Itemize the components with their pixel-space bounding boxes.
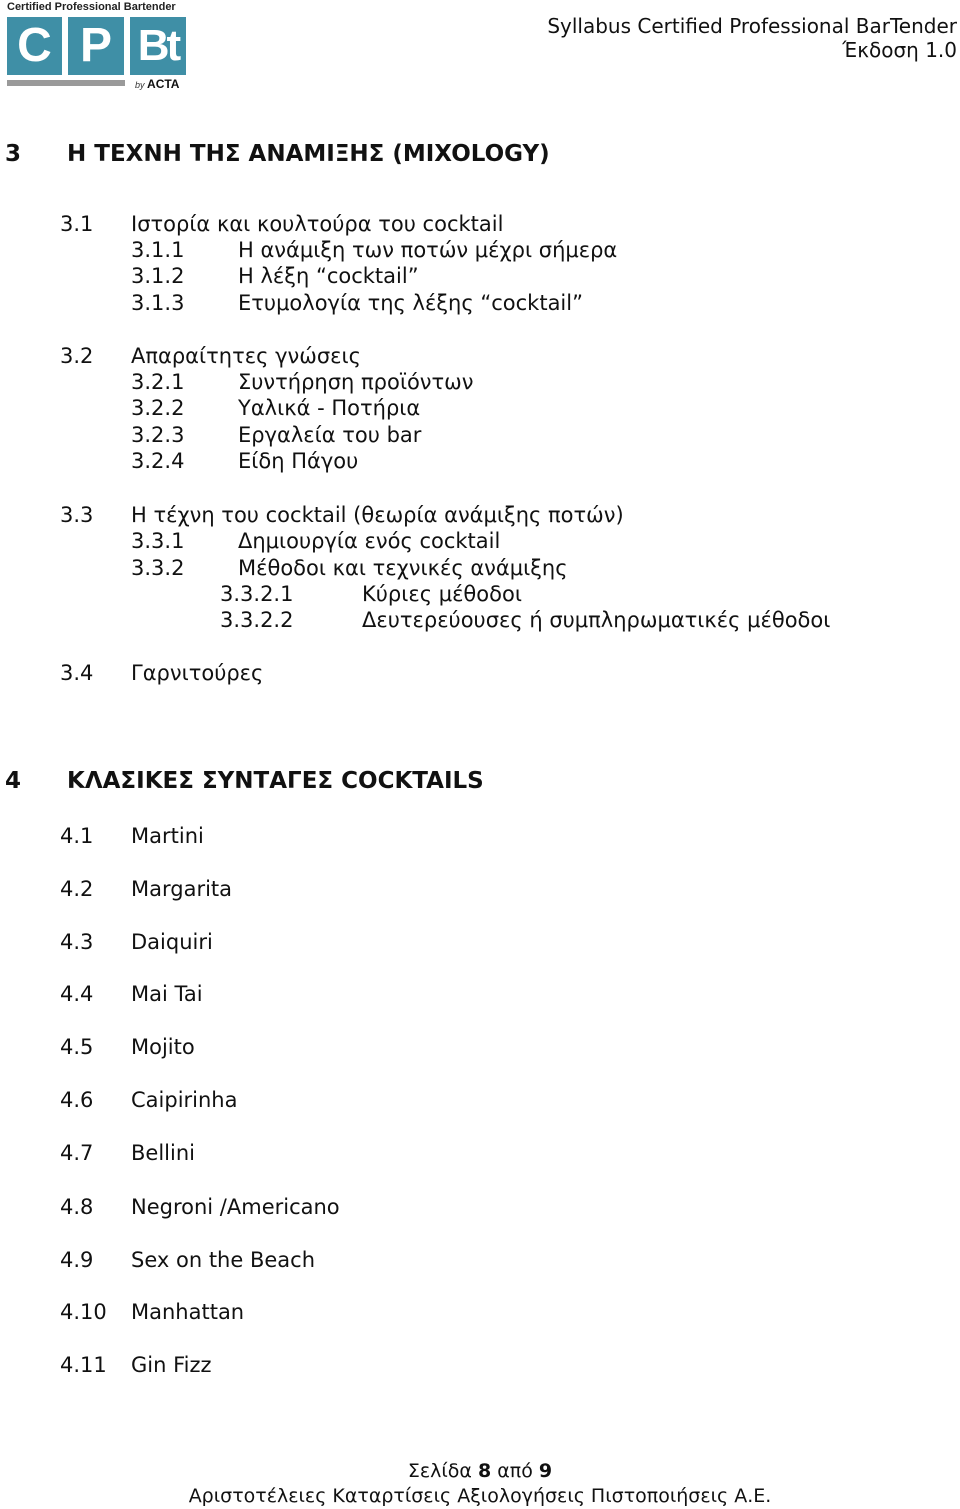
toc-text: Συντήρηση προϊόντων xyxy=(238,370,474,394)
toc-number: 4.1 xyxy=(60,824,94,848)
toc-number: 4.8 xyxy=(60,1195,94,1219)
toc-text: Εργαλεία του bar xyxy=(238,423,422,447)
toc-text: Μέθοδοι και τεχνικές ανάμιξης xyxy=(238,556,568,580)
toc-number: 4.4 xyxy=(60,982,94,1006)
toc-text: Είδη Πάγου xyxy=(238,449,359,473)
toc-number: 4.9 xyxy=(60,1248,94,1272)
toc-text: Mojito xyxy=(131,1035,195,1059)
toc-text: Απαραίτητες γνώσεις xyxy=(131,344,361,368)
toc-text: Negroni /Americano xyxy=(131,1195,340,1219)
logo-bar xyxy=(7,80,125,86)
toc-number: 3.2 xyxy=(60,344,94,368)
toc-number: 4.11 xyxy=(60,1353,107,1377)
logo-by-acta: by ACTA xyxy=(135,77,180,91)
toc-number: 4.3 xyxy=(60,930,94,954)
section-number: 3 xyxy=(5,141,22,167)
toc-number: 3.1.2 xyxy=(131,264,185,288)
toc-number: 4.5 xyxy=(60,1035,94,1059)
toc-text: Margarita xyxy=(131,877,233,901)
cpbt-logo xyxy=(5,0,190,92)
toc-number: 3.3.2.1 xyxy=(220,582,294,606)
toc-text: Caipirinha xyxy=(131,1088,238,1112)
toc-number: 3.3.1 xyxy=(131,529,185,553)
toc-number: 3.1 xyxy=(60,212,94,236)
toc-number: 4.10 xyxy=(60,1300,107,1324)
section-number: 4 xyxy=(5,768,22,794)
toc-text: Manhattan xyxy=(131,1300,245,1324)
toc-text: Η ανάμιξη των ποτών μέχρι σήμερα xyxy=(238,238,618,262)
page-number: Σελίδα 8 από 9 xyxy=(407,1460,553,1482)
toc-number: 3.1.1 xyxy=(131,238,185,262)
toc-number: 4.7 xyxy=(60,1141,94,1165)
toc-number: 4.6 xyxy=(60,1088,94,1112)
toc-number: 3.3.2.2 xyxy=(220,608,294,632)
header-version: Έκδοση 1.0 xyxy=(842,38,957,62)
toc-text: Daiquiri xyxy=(131,930,213,954)
toc-text: Gin Fizz xyxy=(131,1353,212,1377)
toc-number: 3.3 xyxy=(60,503,94,527)
toc-number: 3.1.3 xyxy=(131,291,185,315)
logo-caption: Certified Professional Bartender xyxy=(7,1,176,13)
toc-text: Η τέχνη του cocktail (θεωρία ανάμιξης ποτών) xyxy=(131,503,624,527)
footer-company: Αριστοτέλειες Καταρτίσεις Αξιολογήσεις Πιστοποιήσεις Α.Ε. xyxy=(188,1485,772,1507)
toc-number: 4.2 xyxy=(60,877,94,901)
toc-text: Υαλικά - Ποτήρια xyxy=(238,396,421,420)
toc-number: 3.2.2 xyxy=(131,396,185,420)
header-title: Syllabus Certified Professional BarTender xyxy=(547,14,957,38)
toc-number: 3.4 xyxy=(60,661,94,685)
toc-text: Γαρνιτούρες xyxy=(131,661,264,685)
toc-number: 3.2.3 xyxy=(131,423,185,447)
toc-text: Η λέξη “cocktail” xyxy=(238,264,419,288)
toc-text: Martini xyxy=(131,824,204,848)
toc-text: Δημιουργία ενός cocktail xyxy=(238,529,501,553)
logo-letter-p: P xyxy=(68,17,124,75)
toc-text: Sex on the Beach xyxy=(131,1248,316,1272)
toc-number: 3.2.4 xyxy=(131,449,185,473)
logo-letters-bt: Bt xyxy=(130,17,186,75)
section-title: ΚΛΑΣΙΚΕΣ ΣΥΝΤΑΓΕΣ COCKTAILS xyxy=(67,768,484,794)
toc-text: Κύριες μέθοδοι xyxy=(362,582,522,606)
toc-number: 3.2.1 xyxy=(131,370,185,394)
toc-text: Mai Tai xyxy=(131,982,203,1006)
toc-text: Bellini xyxy=(131,1141,195,1165)
section-title: Η ΤΕΧΝΗ ΤΗΣ ΑΝΑΜΙΞΗΣ (MIXOLOGY) xyxy=(67,141,550,167)
toc-number: 3.3.2 xyxy=(131,556,185,580)
toc-text: Ετυμολογία της λέξης “cocktail” xyxy=(238,291,583,315)
logo-letter-c: C xyxy=(7,17,62,75)
toc-text: Δευτερεύουσες ή συμπληρωματικές μέθοδοι xyxy=(362,608,831,632)
toc-text: Ιστορία και κουλτούρα του cocktail xyxy=(131,212,504,236)
